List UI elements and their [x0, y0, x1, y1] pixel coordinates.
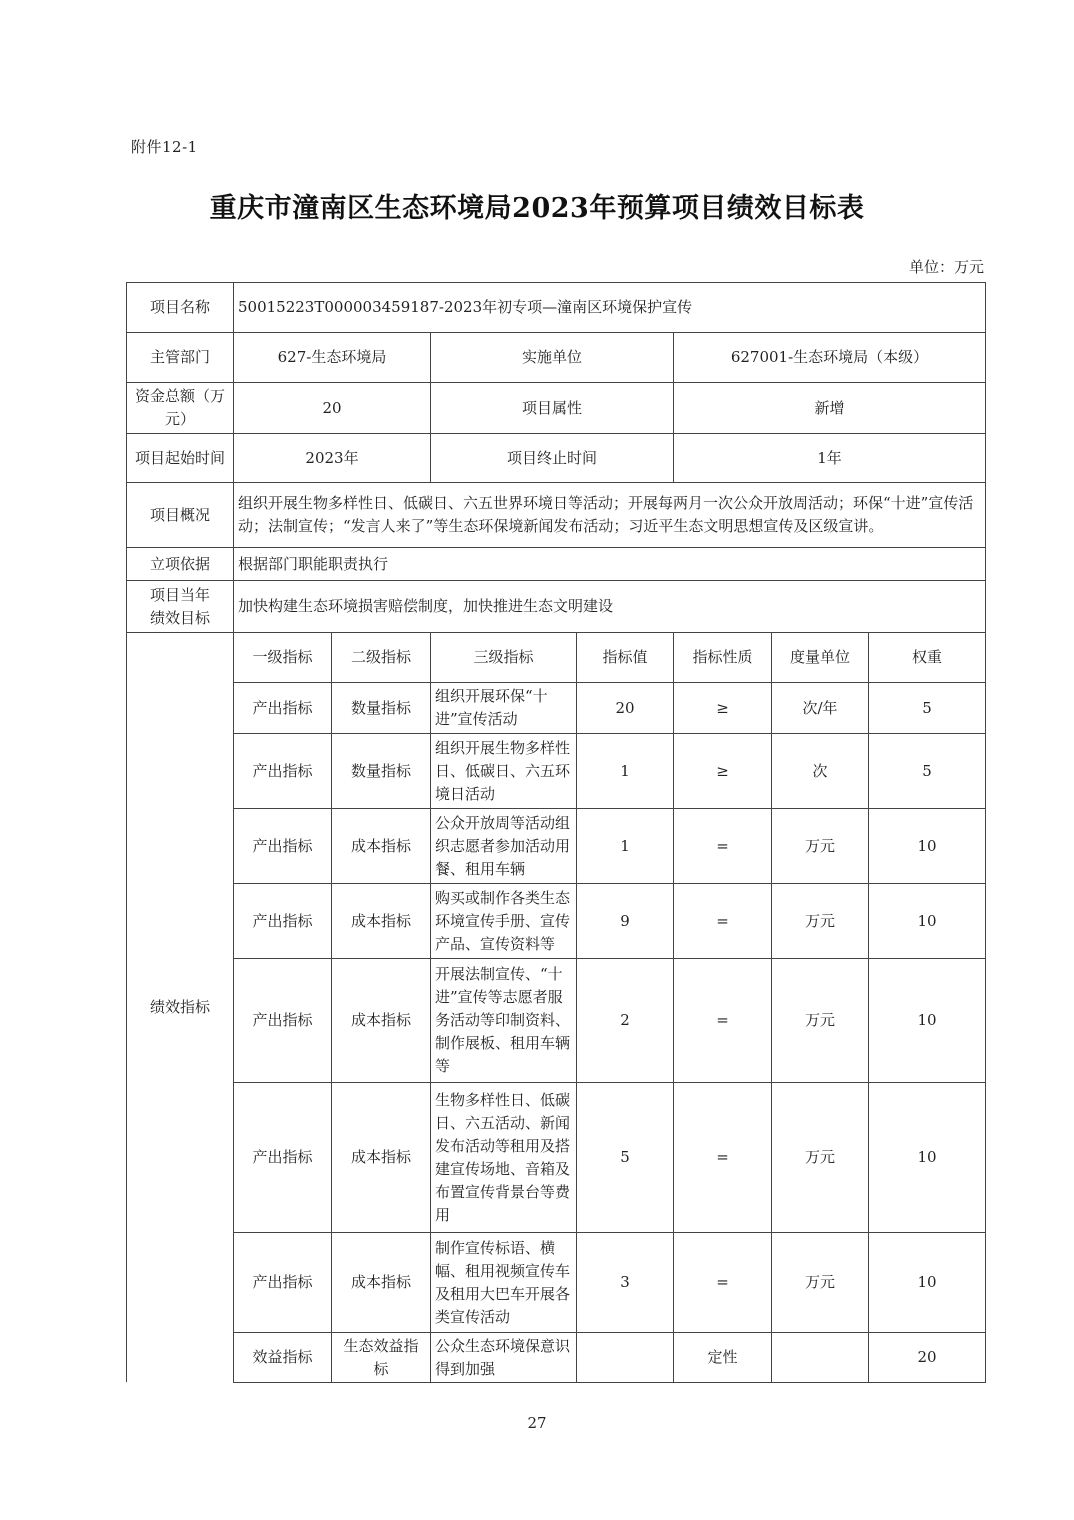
indicator-header: 权重 [911, 648, 942, 666]
weight: 5 [922, 698, 932, 717]
level3-indicator: 公众开放周等活动组织志愿者参加活动用餐、租用车辆 [435, 813, 571, 878]
level3-indicator: 制作宣传标语、横幅、租用视频宣传车及租用大巴车开展各类宣传活动 [435, 1238, 571, 1326]
indicator-value: 5 [620, 1148, 630, 1166]
level2-indicator: 成本指标 [350, 1148, 411, 1166]
weight: 20 [917, 1348, 937, 1366]
attr-value: 新增 [814, 398, 845, 417]
level3-indicator: 开展法制宣传、“十进”宣传等志愿者服务活动等印制资料、制作展板、租用车辆等 [435, 965, 571, 1075]
basis-label: 立项依据 [149, 554, 210, 573]
start-label: 项目起始时间 [134, 448, 225, 467]
project-name-label: 项目名称 [149, 298, 210, 316]
basis-value: 根据部门职能职责执行 [238, 554, 389, 573]
weight: 10 [917, 1148, 937, 1166]
measure-unit [772, 1333, 868, 1382]
indicator-nature: = [716, 911, 729, 930]
indicator-value: 2 [620, 1011, 630, 1029]
unit-label: 单位：万元 [908, 258, 984, 276]
impl-value: 627001-生态环境局（本级） [730, 348, 929, 366]
measure-unit: 次 [812, 761, 828, 780]
fund-label: 资金总额（万元） [134, 387, 225, 428]
level2-indicator: 数量指标 [350, 761, 411, 780]
page-number: 27 [527, 1414, 547, 1432]
level3-indicator: 组织开展生物多样性日、低碳日、六五环境日活动 [435, 738, 571, 803]
level1-indicator: 产出指标 [252, 1011, 313, 1029]
indicator-value: 3 [620, 1273, 630, 1291]
level2-indicator: 成本指标 [350, 836, 411, 855]
level2-indicator: 成本指标 [350, 1273, 411, 1291]
overview-value: 组织开展生物多样性日、低碳日、六五世界环境日等活动；开展每两月一次公众开放周活动；环保“十进”宣传活动；法制宣传；“发言人来了”等生态环保境新闻发布活动；习近平生态文明思想宣传及区级宣讲。 [238, 494, 974, 535]
weight: 5 [922, 761, 932, 780]
indicator-value: 9 [620, 911, 630, 930]
indicator-nature: = [716, 836, 729, 855]
level1-indicator: 产出指标 [252, 761, 313, 780]
level1-indicator: 产出指标 [252, 698, 313, 717]
indicator-header: 指标值 [602, 648, 648, 666]
table-rule [985, 282, 986, 1383]
indicator-value: 1 [620, 836, 630, 855]
level1-indicator: 产出指标 [252, 836, 313, 855]
end-value: 1年 [817, 448, 842, 467]
level2-indicator: 生态效益指标 [343, 1336, 419, 1378]
measure-unit: 万元 [804, 1148, 835, 1166]
measure-unit: 次/年 [802, 698, 838, 717]
table-rule [233, 1382, 986, 1383]
level2-indicator: 数量指标 [350, 698, 411, 717]
level3-indicator: 生物多样性日、低碳日、六五活动、新闻发布活动等租用及搭建宣传场地、音箱及布置宣传背景台等费用 [435, 1090, 571, 1224]
indicator-header: 度量单位 [789, 648, 850, 666]
indicator-header: 一级指标 [252, 648, 313, 666]
weight: 10 [917, 911, 937, 930]
indicator-header: 指标性质 [692, 648, 753, 666]
indicator-nature: ≥ [716, 698, 729, 717]
attr-label: 项目属性 [521, 398, 582, 417]
indicator-value: 1 [620, 761, 630, 780]
attachment-label: 附件12-1 [131, 138, 198, 156]
overview-label: 项目概况 [149, 505, 210, 524]
goal-value: 加快构建生态环境损害赔偿制度，加快推进生态文明建设 [238, 597, 614, 615]
level1-indicator: 效益指标 [252, 1348, 313, 1366]
project-name-value: 50015223T000003459187-2023年初专项—潼南区环境保护宣传 [238, 298, 693, 316]
indicator-header: 三级指标 [473, 648, 534, 666]
level1-indicator: 产出指标 [252, 911, 313, 930]
measure-unit: 万元 [804, 1011, 835, 1029]
indicator-nature: 定性 [707, 1348, 738, 1366]
indicator-section-label: 绩效指标 [149, 998, 210, 1016]
goal-label: 项目当年绩效目标 [149, 585, 210, 627]
measure-unit: 万元 [804, 1273, 835, 1291]
level3-indicator: 组织开展环保“十进”宣传活动 [435, 687, 548, 728]
indicator-nature: = [716, 1011, 729, 1029]
indicator-nature: = [716, 1273, 729, 1291]
dept-value: 627-生态环境局 [277, 348, 387, 366]
indicator-nature: ≥ [716, 761, 729, 780]
indicator-value [577, 1333, 673, 1382]
weight: 10 [917, 1011, 937, 1029]
fund-value: 20 [322, 398, 342, 417]
weight: 10 [917, 1273, 937, 1291]
dept-label: 主管部门 [149, 348, 210, 366]
start-value: 2023年 [305, 448, 359, 467]
level3-indicator: 购买或制作各类生态环境宣传手册、宣传产品、宣传资料等 [435, 888, 571, 953]
weight: 10 [917, 836, 937, 855]
level1-indicator: 产出指标 [252, 1273, 313, 1291]
level1-indicator: 产出指标 [252, 1148, 313, 1166]
level3-indicator: 公众生态环境保意识得到加强 [435, 1336, 571, 1378]
level2-indicator: 成本指标 [350, 1011, 411, 1029]
level2-indicator: 成本指标 [350, 911, 411, 930]
indicator-value: 20 [615, 698, 635, 717]
indicator-header: 二级指标 [350, 648, 411, 666]
indicator-nature: = [716, 1148, 729, 1166]
end-label: 项目终止时间 [506, 448, 597, 467]
measure-unit: 万元 [804, 911, 835, 930]
impl-label: 实施单位 [521, 348, 582, 366]
measure-unit: 万元 [804, 836, 835, 855]
page-title: 重庆市潼南区生态环境局2023年预算项目绩效目标表 [209, 193, 865, 224]
